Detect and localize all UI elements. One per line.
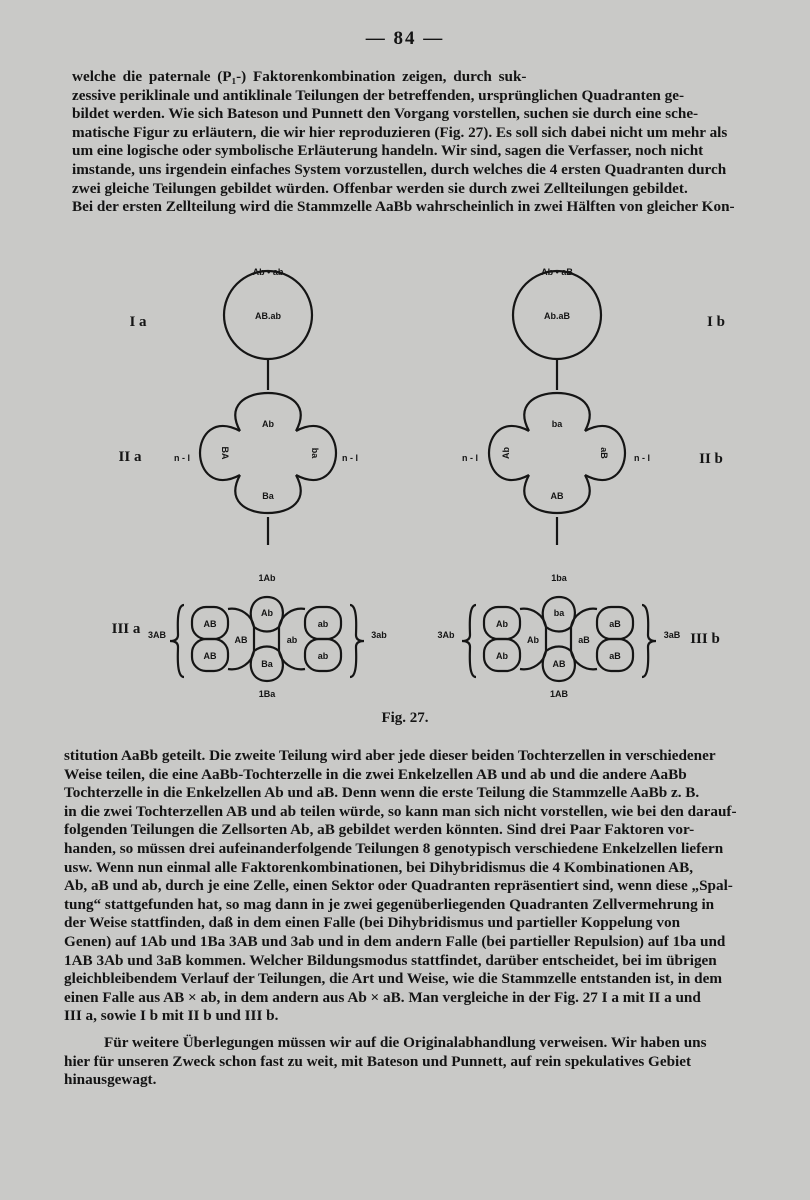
- brace-left-iiib: [462, 605, 476, 677]
- figure-caption: Fig. 27.: [381, 710, 429, 726]
- text-line: Tochterzelle in die Enkelzellen Ab und aB. Denn wenn die erste Teilung die Stammzelle AaBb z. B.: [64, 784, 700, 802]
- cell-label-ia: AB.ab: [254, 311, 282, 321]
- n-label-left: n - l: [462, 453, 478, 463]
- text-line: in die zwei Tochterzellen AB und ab teilen würde, so kann man sich nicht vorstellen, wie bei den darauf-: [64, 802, 737, 820]
- cell-label: aB: [609, 619, 621, 629]
- text-line: imstande, uns irgendein einfaches System vorzustellen, durch welches die 4 ersten Quadranten durch: [72, 160, 727, 178]
- stage-label-ia: I a: [129, 314, 147, 330]
- cell-label: Ab: [496, 651, 508, 661]
- text-line: um eine logische oder symbolische Erläuterung handeln. Wir sind, sagen die Verfasser, noch nicht: [72, 142, 704, 160]
- group-label-top: 1Ab: [258, 573, 276, 583]
- group-label-top: 1ba: [551, 573, 567, 583]
- cell-label: ab: [317, 619, 329, 629]
- text-line: Bei der ersten Zellteilung wird die Stammzelle AaBb wahrscheinlich in zwei Hälften von gleicher Kon-: [72, 198, 735, 216]
- group-label-right: 3ab: [371, 630, 387, 640]
- cell-label: aB: [609, 651, 621, 661]
- stage-label-iiib: III b: [690, 631, 720, 647]
- text-line: tung“ stattgefunden hat, so mag dann in je zwei gegenüberliegenden Quadranten Zellvermehrung in: [64, 895, 715, 913]
- text-line: bildet werden. Wie sich Bateson und Punnett den Vorgang vorstellen, suchen sie durch eine sche-: [72, 105, 699, 123]
- quadrant-label-top: ba: [551, 419, 563, 429]
- text-line: 1AB 3Ab und 3aB kommen. Welcher Bildungsmodus stattfindet, darüber entscheidet, bei im übrigen: [64, 951, 717, 969]
- text-line: stitution AaBb geteilt. Die zweite Teilung wird aber jede dieser beiden Tochterzellen in verschiedener: [64, 747, 716, 764]
- cell-label: ab: [286, 635, 298, 645]
- quadrant-label-left: BA: [220, 446, 230, 460]
- text-line: matische Figur zu erläutern, die wir hier reproduzieren (Fig. 27). Es soll sich dabei nicht um mehr als: [72, 123, 728, 141]
- cell-label: AB: [203, 651, 217, 661]
- n-label-left: n - l: [174, 453, 190, 463]
- quadrant-label-right: ba: [310, 447, 320, 459]
- cell-label: Ab: [527, 635, 539, 645]
- text-line: Ab, aB und ab, durch je eine Zelle, einen Sektor oder Quadranten repräsentiert sind, wenn diese „Spal-: [64, 877, 733, 895]
- quadrant-label-right: aB: [599, 447, 609, 459]
- group-label-left: 3Ab: [437, 630, 455, 640]
- cell-label: AB: [203, 619, 217, 629]
- text-line: gleichbleibendem Verlauf der Teilungen, die Art und Weise, wie die Stammzelle entstanden ist, in dem: [64, 970, 723, 988]
- text-line: folgenden Teilungen die Zellsorten Ab, aB gebildet werden könnten. Sind drei Paar Faktoren vor-: [64, 821, 695, 839]
- cell-label: ab: [317, 651, 329, 661]
- cell-label-ib: Ab.aB: [543, 311, 571, 321]
- group-label-bottom: 1Ba: [258, 689, 276, 699]
- quadrant-label-left: Ab: [501, 447, 511, 459]
- n-label-right: n - l: [342, 453, 358, 463]
- top-paragraph: [72, 68, 766, 217]
- top-label-ia: Ab • ab: [252, 267, 284, 277]
- text-line: Für weitere Überlegungen müssen wir auf die Originalabhandlung verweisen. Wir haben uns: [104, 1033, 707, 1051]
- brace-right-iiib: [642, 605, 656, 677]
- text-line: Genen) auf 1Ab und 1Ba 3AB und 3ab und in dem andern Falle (bei partieller Repulsion) auf 1ba und: [64, 932, 726, 950]
- top-label-ib: Ab • aB: [541, 267, 573, 277]
- cell-label: AB: [552, 659, 566, 669]
- cell-label: ba: [553, 608, 565, 618]
- text-line: usw. Wenn nun einmal alle Faktorenkombinationen, bei Dihybridismus die 4 Kombinationen AB,: [64, 858, 694, 876]
- cell-label: Ab: [261, 608, 273, 618]
- text-line: hinausgewagt.: [64, 1071, 157, 1089]
- stage-label-iib: II b: [699, 451, 723, 467]
- brace-right-iiia: [350, 605, 364, 677]
- n-label-right: n - l: [634, 453, 650, 463]
- quadrant-left-iia: [200, 426, 240, 480]
- group-label-right: 3aB: [663, 630, 681, 640]
- quadrant-label-top: Ab: [262, 419, 274, 429]
- figure-27: [0, 255, 810, 725]
- text-line: zessive periklinale und antiklinale Teilungen der betreffenden, ursprünglichen Quadranten ge-: [72, 86, 685, 104]
- cell-label: AB: [234, 635, 248, 645]
- text-line: der Weise stattfinden, daß in dem einen Falle (bei Dihybridismus und partieller Koppelung von: [64, 914, 681, 932]
- cell-label: Ab: [496, 619, 508, 629]
- text-line: Weise teilen, die eine AaBb-Tochterzelle in die zwei Enkelzellen AB und ab und die andere AaBb: [64, 765, 687, 783]
- text-line: einen Falle aus AB × ab, in dem andern aus Ab × aB. Man vergleiche in der Fig. 27 I a mit II a und: [64, 988, 701, 1006]
- text-line: handen, so müssen drei aufeinanderfolgende Teilungen 8 genotypisch verschiedene Enkelzellen liefern: [64, 839, 724, 857]
- group-label-left: 3AB: [147, 630, 167, 640]
- brace-left-iiia: [170, 605, 184, 677]
- quadrant-label-bottom: Ba: [262, 491, 274, 501]
- text-line: III a, sowie I b mit II b und III b.: [64, 1007, 279, 1025]
- cell-label: aB: [578, 635, 590, 645]
- text-line: hier für unseren Zweck schon fast zu weit, mit Bateson und Punnett, auf rein spekulatives Gebiet: [64, 1052, 692, 1070]
- stage-label-iia: II a: [118, 449, 142, 465]
- text-line: zwei gleiche Teilungen gebildet würden. Offenbar werden sie durch zwei Zellteilungen gebildet.: [72, 179, 688, 197]
- stage-label-iiia: III a: [111, 621, 141, 637]
- cell-label: Ba: [261, 659, 273, 669]
- bottom-paragraph: [64, 747, 764, 1090]
- quadrant-label-bottom: AB: [550, 491, 564, 501]
- page-number: — 84 —: [365, 28, 445, 49]
- text-line: welche die paternale (P₁-) Faktorenkombination zeigen, durch suk-: [72, 68, 527, 85]
- group-label-bottom: 1AB: [549, 689, 569, 699]
- stage-label-ib: I b: [707, 314, 725, 330]
